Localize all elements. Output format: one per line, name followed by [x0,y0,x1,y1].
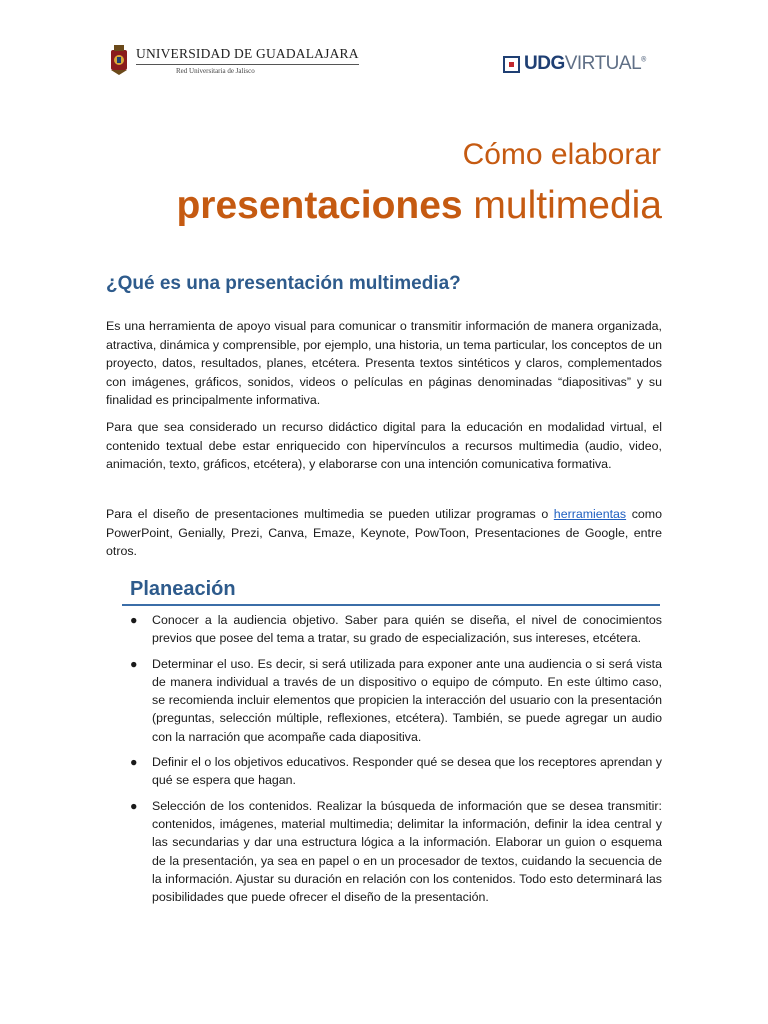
brand-accent: VIRTUAL [564,53,642,74]
list-item-text: Determinar el uso. Es decir, si será utilizada para exponer ante una audiencia o si será vista de manera individual a través de un dispositivo o equipo de cómputo. En este último caso, se recomienda incluir elementos que propicien la interacción del usuario con la presentación (preguntas, selección múltiple, reflexiones, etcétera). También, se puede agregar un audio con la narración que acompañe cada diapositiva. [152,656,662,744]
udg-logo [108,44,359,76]
title-bold: presentaciones [176,184,463,227]
bullet-icon: ● [130,656,138,671]
udg-virtual-wordmark [524,53,646,75]
university-name: UNIVERSIDAD DE GUADALAJARA [136,46,359,65]
section-heading-planeacion: Planeación [130,578,236,600]
title-rest: multimedia [462,184,662,227]
udg-virtual-box-icon [503,56,520,73]
list-item-text: Definir el o los objetivos educativos. Responder qué se desea que los receptores aprendan y qué se espera que hagan. [152,755,662,788]
list-item [130,753,662,790]
bullet-icon: ● [130,798,138,813]
tools-text-after: como PowerPoint, Genially, Prezi, Canva, Emaze, Keynote, PowToon, Presentaciones de Google, entre otros. [106,507,662,558]
paragraph-definition: Es una herramienta de apoyo visual para comunicar o transmitir información de manera organizada, atractiva, dinámica y comprensible, por ejemplo, una historia, un tema particular, los conceptos de un proyecto, datos, resultados, planes, etcétera. Presenta textos sintéticos y claros, complementados con imágenes, gráficos, sonidos, videos o películas en páginas denominadas “diapositivas” y su finalidad es principalmente informativa. [106,319,662,407]
bullet-icon: ● [130,613,138,627]
section-heading-what-is: ¿Qué es una presentación multimedia? [106,273,461,294]
heading-underline [122,604,660,606]
list-item [130,611,662,648]
planeacion-list [130,611,662,913]
university-seal-icon [108,44,130,76]
udg-virtual-logo [503,53,646,75]
paragraph-tools [106,505,662,561]
list-item [130,797,662,907]
brand-registered-mark: ® [641,56,646,64]
paragraph-didactic: Para que sea considerado un recurso didáctico digital para la educación en modalidad virtual, el contenido textual debe estar enriquecido con hipervínculos a recursos multimedia (audio, video, animación, texto, gráficos, etcétera), y elaborarse con una intención comunicativa formativa. [106,420,662,471]
university-subtitle: Red Universitaria de Jalisco [176,66,255,75]
list-item-text: Conocer a la audiencia objetivo. Saber para quién se diseña, el nivel de conocimientos previos que posee del tema a tratar, su grado de especialización, sus intereses, etcétera. [152,613,662,646]
list-item [130,655,662,746]
tools-text-before: Para el diseño de presentaciones multimedia se pueden utilizar programas o [106,507,554,521]
list-item-text: Selección de los contenidos. Realizar la búsqueda de información que se desea transmitir: contenidos, imágenes, material multimedia; delimitar la información, definir la idea central y las secundarias y dar una estructura lógica a la información. Elaborar un guion o esquema de la presentación, ya sea en papel o en un procesador de textos, cuidando la secuencia de la información. Ajustar su duración en relación con los contenidos. Todo esto determinará las posibilidades que puede ofrecer el diseño de la presentación. [152,798,662,905]
brand-main: UDG [524,53,565,74]
title-line-1: Cómo elaborar [462,138,661,171]
herramientas-link[interactable]: herramientas [553,507,627,521]
bullet-icon: ● [130,755,138,770]
title-line-2 [176,184,662,228]
